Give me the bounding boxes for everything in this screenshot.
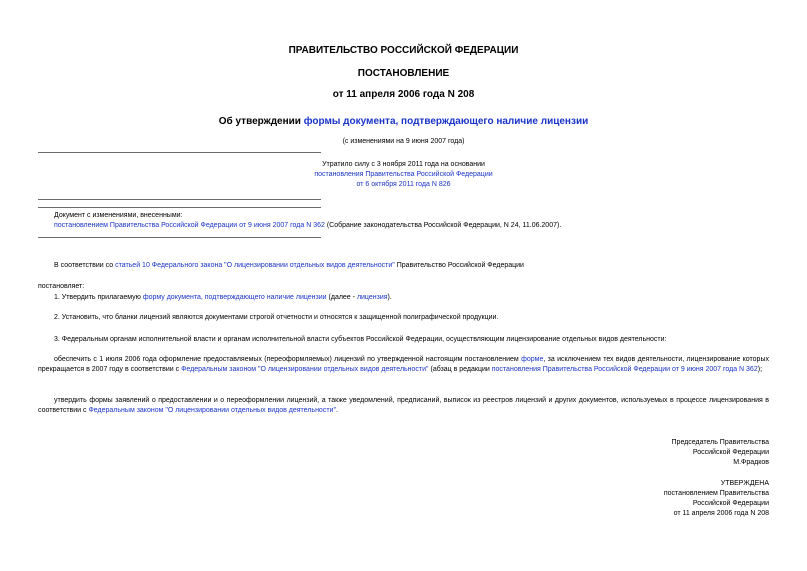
para-a-law-link[interactable]: Федеральным законом "О лицензировании отдельных видов деятельности" [181, 366, 429, 373]
doc-changes-source: (Собрание законодательства Российской Федерации, N 24, 11.06.2007). [324, 222, 562, 229]
approved-heading: УТВЕРЖДЕНА [720, 480, 769, 487]
para-a-decree-link[interactable]: постановления Правительства Российской Федерации от 9 июня 2007 года N 362 [491, 366, 758, 373]
approved-block [469, 479, 769, 519]
para-a-text-1: обеспечить с 1 июля 2006 года оформление предоставляемых (переоформляемых) лицензий по утвержденной настоящим постановлением [54, 356, 522, 363]
para-a-text-3: (абзац в редакции [428, 366, 492, 373]
government-heading: ПРАВИТЕЛЬСТВО РОССИЙСКОЙ ФЕДЕРАЦИИ [288, 45, 519, 56]
item-1-suffix: ). [387, 294, 392, 301]
title-prefix: Об утверждении [218, 116, 304, 127]
doc-changes [54, 211, 774, 231]
signature-position: Председатель Правительства [671, 439, 769, 446]
intro-suffix: Правительство Российской Федерации [394, 262, 524, 269]
document-type: ПОСТАНОВЛЕНИЕ [357, 68, 450, 79]
signature-name: М.Фрадков [733, 459, 769, 466]
divider [38, 152, 321, 153]
intro-law-link[interactable]: статьей 10 Федерального закона "О лицензировании отдельных видов деятельности" [115, 262, 395, 269]
signature-block [469, 438, 769, 468]
item-1-license-link[interactable]: лицензия [356, 294, 388, 301]
doc-changes-label: Документ с изменениями, внесенными: [54, 212, 183, 219]
divider [38, 199, 321, 200]
paragraph-approve-forms [38, 396, 769, 416]
divider [38, 207, 321, 208]
divider [38, 237, 321, 238]
paragraph-provide [38, 355, 769, 375]
repeal-link-date[interactable]: от 6 октября 2011 года N 826 [356, 181, 451, 188]
repeal-line: Утратило силу с 3 ноября 2011 года на основании [322, 161, 485, 168]
para-b-law-link[interactable]: Федеральным законом "О лицензировании отдельных видов деятельности" [88, 407, 336, 414]
item-1-form-link[interactable]: форму документа, подтверждающего наличие лицензии [142, 294, 327, 301]
item-3: 3. Федеральным органам исполнительной власти и органам исполнительной власти субъектов Российской Федерации, осуществляющим лицензирование отдельных видов деятельности: [54, 336, 667, 343]
item-1-prefix: 1. Утвердить прилагаемую [54, 294, 143, 301]
para-b-text-2: . [335, 407, 338, 414]
title-form-link[interactable]: формы документа, подтверждающего наличие лицензии [303, 116, 589, 127]
signature-country: Российской Федерации [692, 449, 769, 456]
approved-country: Российской Федерации [692, 500, 769, 507]
para-a-form-link[interactable]: форме [521, 356, 544, 363]
document-date-number: от 11 апреля 2006 года N 208 [332, 89, 475, 100]
para-a-text-4: ); [757, 366, 763, 373]
resolves-text: постановляет: [38, 283, 85, 290]
item-1-middle: (далее - [326, 294, 357, 301]
repeal-link-decree[interactable]: постановления Правительства Российской Федерации [314, 171, 493, 178]
para-b-text-1: утвердить формы заявлений о предоставлении и о переоформлении лицензий, а также уведомлений, предписаний, выписок из реестров лицензий и других документов, используемых в процессе лицензирования в соответствии с [38, 397, 769, 414]
doc-changes-line [54, 221, 774, 231]
doc-changes-link[interactable]: постановлением Правительства Российской Федерации от 9 июня 2007 года N 362 [54, 222, 325, 229]
item-2: 2. Установить, что бланки лицензий являются документами строгой отчетности и относятся к защищенной полиграфической продукции. [54, 314, 499, 321]
para-a-text-2: , за исключением тех видов деятельности, лицензирование которых прекращается в 2007 году в соответствии с [38, 356, 769, 373]
approved-by: постановлением Правительства [663, 490, 769, 497]
repeal-notice [0, 160, 807, 190]
intro-paragraph [54, 261, 774, 271]
amendment-note: (с изменениями на 9 июня 2007 года) [342, 138, 465, 145]
item-1 [54, 293, 774, 303]
document-title [0, 116, 807, 127]
intro-prefix: В соответствии со [54, 262, 116, 269]
approved-date: от 11 апреля 2006 года N 208 [673, 510, 769, 517]
